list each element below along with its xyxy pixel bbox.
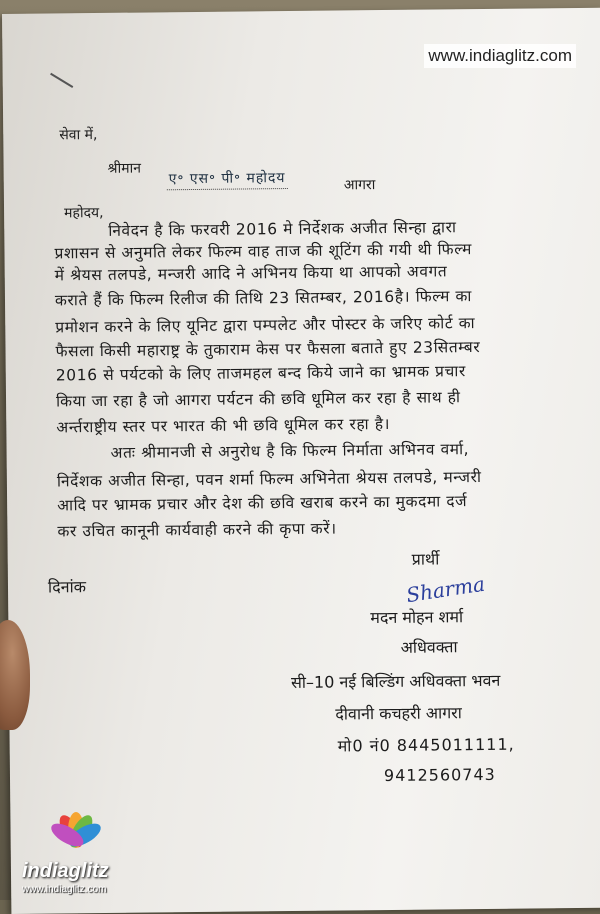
body-line: कराते हैं कि फिल्म रिलीज की तिथि 23 सितम्बर, 2016है। फिल्म का	[54, 287, 473, 310]
logo-url: www.indiaglitz.com	[22, 884, 107, 895]
body-line: अर्न्तराष्ट्रीय स्तर पर भारत की भी छवि धूमिल कर रहा है।	[56, 414, 391, 437]
watermark-url: www.indiaglitz.com	[424, 44, 576, 68]
court-line: दीवानी कचहरी आगरा	[335, 703, 463, 724]
addressee-prefix: श्रीमान	[107, 160, 142, 177]
body-line: अतः श्रीमानजी से अनुरोध है कि फिल्म निर्माता अभिनव वर्मा,	[110, 440, 470, 462]
body-line: प्रमोशन करने के लिए यूनिट द्वारा पम्पलेट और पोस्टर के जरिए कोर्ट का	[55, 314, 476, 337]
applicant-label: प्रार्थी	[411, 549, 440, 569]
addressee-city: आगरा	[343, 177, 376, 194]
handwritten-signature: Sharma	[404, 571, 487, 608]
body-line: निर्देशक अजीत सिन्हा, पवन शर्मा फिल्म अभिनेता श्रेयस तलपडे, मन्जरी	[56, 468, 482, 491]
body-line: फैसला किसी महाराष्ट्र के तुकाराम केस पर फैसला बताते हुए 23सितम्बर	[55, 338, 481, 361]
body-line: 2016 से पर्यटको के लिए ताजमहल बन्द किये जाने का भ्रामक प्रचार	[55, 362, 466, 385]
body-line: में श्रेयस तलपडे, मन्जरी आदि ने अभिनय किया था आपको अवगत	[54, 262, 448, 285]
letter-page	[2, 8, 600, 914]
body-line: किया जा रहा है जो आगरा पर्यटन की छवि धूमिल कर रहा है साथ ही	[55, 388, 461, 411]
signer-title: अधिवक्ता	[400, 637, 458, 657]
body-line: कर उचित कानूनी कार्यवाही करने की कृपा करें।	[57, 519, 337, 541]
body-line: प्रशासन से अनुमति लेकर फिल्म वाह ताज की शूटिंग की गयी थी फिल्म	[54, 240, 472, 263]
logo-text: indiaglitz	[22, 860, 109, 882]
address-line: सी–10 नई बिल्डिंग अधिवक्ता भवन	[290, 670, 501, 693]
signer-name: मदन मोहन शर्मा	[370, 607, 464, 628]
greeting: महोदय,	[64, 204, 104, 222]
addressee-handwritten: ए॰ एस॰ पी॰ महोदय	[167, 168, 288, 190]
mobile-line-2: 9412560743	[383, 764, 496, 786]
indiaglitz-logo	[22, 810, 132, 895]
flower-icon	[46, 810, 106, 860]
body-line: निवेदन है कि फरवरी 2016 मे निर्देशक अजीत सिन्हा द्वारा	[108, 218, 457, 240]
body-line: आदि पर भ्रामक प्रचार और देश की छवि खराब करने का मुकदमा दर्ज	[57, 492, 468, 515]
date-label: दिनांक	[47, 577, 87, 597]
pen-mark	[50, 73, 73, 88]
salutation: सेवा में,	[59, 127, 98, 144]
mobile-line: मो0 नं0 8445011111,	[337, 734, 515, 756]
